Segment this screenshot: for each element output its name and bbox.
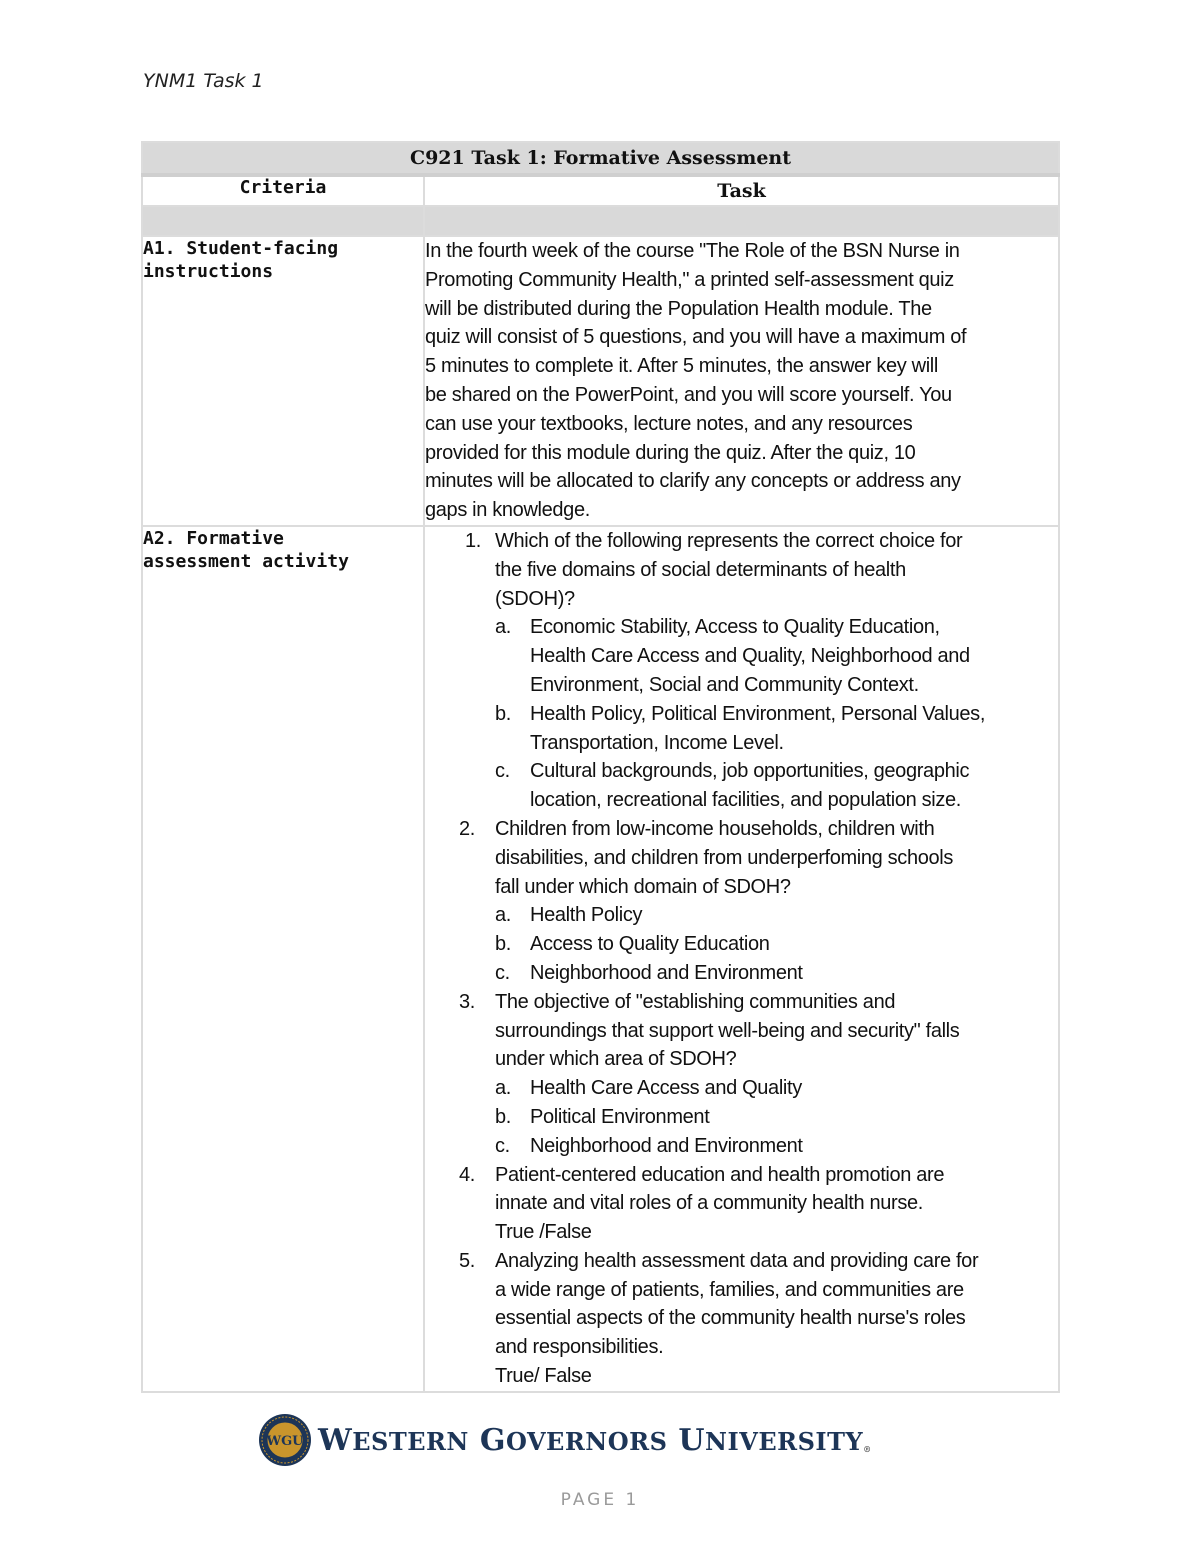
spacer-cell	[142, 206, 424, 236]
instruction-line: provided for this module during the quiz. After the quiz, 10	[425, 441, 916, 464]
table-row-a2	[142, 526, 1059, 1392]
option-text: Health Care Access and Quality	[530, 1077, 802, 1100]
trademark-symbol: ®	[863, 1443, 872, 1454]
wordmark-rest: ESTERN	[352, 1426, 469, 1456]
option-letter: a.	[495, 616, 511, 639]
option-text: Cultural backgrounds, job opportunities, geographic	[530, 760, 970, 783]
criteria-cell-a2	[142, 526, 424, 1392]
instruction-line: In the fourth week of the course "The Role of the BSN Nurse in	[425, 240, 960, 262]
option-text: Economic Stability, Access to Quality Education,	[530, 616, 940, 639]
column-header-task: Task	[424, 175, 1059, 206]
question-text: surroundings that support well-being and security" falls	[495, 1019, 960, 1042]
question-text: and responsibilities.	[495, 1336, 664, 1359]
option-text: Health Policy, Political Environment, Personal Values,	[530, 702, 986, 725]
instruction-line: quiz will consist of 5 questions, and you will have a maximum of	[425, 326, 967, 349]
question-text: the five domains of social determinants of health	[495, 558, 906, 581]
instruction-line: Promoting Community Health," a printed self-assessment quiz	[425, 268, 954, 291]
task-cell-a2	[424, 526, 1059, 1392]
option-text: Transportation, Income Level.	[530, 731, 784, 754]
table-title: C921 Task 1: Formative Assessment	[142, 142, 1059, 175]
column-header-criteria: Criteria	[142, 175, 424, 206]
question-2	[425, 815, 1058, 901]
question-text: innate and vital roles of a community health nurse.	[495, 1192, 923, 1215]
instruction-line: will be distributed during the Population Health module. The	[425, 297, 932, 320]
option-letter: c.	[495, 961, 510, 984]
option-letter: b.	[495, 702, 511, 725]
option-text: Political Environment	[530, 1105, 710, 1128]
option-2c	[425, 959, 1058, 988]
question-text: (SDOH)?	[495, 587, 575, 610]
task-cell-a1	[424, 236, 1059, 526]
question-1	[425, 527, 1058, 613]
true-false-answer: True /False	[495, 1221, 592, 1244]
question-text: Patient-centered education and health promotion are	[495, 1163, 945, 1186]
option-text: location, recreational facilities, and population size.	[530, 789, 962, 812]
question-text: Which of the following represents the correct choice for	[495, 529, 963, 552]
table-header-row	[142, 175, 1059, 206]
wordmark-initial: U	[678, 1422, 706, 1458]
option-1b	[425, 700, 1058, 758]
question-3	[425, 988, 1058, 1074]
wordmark-initial: G	[479, 1422, 506, 1458]
option-3b	[425, 1103, 1058, 1132]
question-text: Children from low-income households, children with	[495, 817, 935, 840]
criteria-label: assessment activity	[143, 550, 349, 572]
question-text: essential aspects of the community health nurse's roles	[495, 1307, 966, 1330]
option-2a	[425, 901, 1058, 930]
page-number: PAGE 1	[560, 1490, 640, 1510]
university-logo	[258, 1412, 872, 1468]
criteria-cell-a1	[142, 236, 424, 526]
question-text: a wide range of patients, families, and communities are	[495, 1278, 964, 1301]
instruction-line: minutes will be allocated to clarify any concepts or address any	[425, 470, 961, 493]
question-text: The objective of "establishing communities and	[495, 990, 896, 1013]
spacer-cell	[424, 206, 1059, 236]
instruction-line: gaps in knowledge.	[425, 499, 590, 522]
question-number: 5.	[459, 1249, 475, 1272]
option-letter: a.	[495, 904, 511, 927]
question-number: 4.	[459, 1163, 475, 1186]
question-text: fall under which domain of SDOH?	[495, 875, 791, 898]
table-title-row	[142, 142, 1059, 175]
option-2b	[425, 930, 1058, 959]
university-seal-icon	[258, 1413, 312, 1467]
criteria-label: instructions	[143, 261, 274, 282]
option-text: Health Policy	[530, 904, 643, 927]
question-5	[425, 1247, 1058, 1362]
question-number: 1.	[465, 529, 481, 552]
option-letter: a.	[495, 1077, 511, 1100]
wordmark-rest: NIVERSITY	[705, 1426, 864, 1456]
option-text: Environment, Social and Community Context.	[530, 673, 919, 696]
university-wordmark	[318, 1423, 872, 1458]
option-1a	[425, 613, 1058, 699]
criteria-label: A1. Student-facing	[143, 238, 339, 259]
option-text: Neighborhood and Environment	[530, 1134, 803, 1157]
table-spacer-row	[142, 206, 1059, 236]
option-1c	[425, 757, 1058, 815]
question-text: disabilities, and children from underperfoming schools	[495, 846, 954, 869]
question-text: under which area of SDOH?	[495, 1048, 737, 1071]
true-false-answer: True/ False	[495, 1365, 592, 1388]
option-letter: b.	[495, 933, 511, 956]
instruction-line: be shared on the PowerPoint, and you will score yourself. You	[425, 383, 952, 406]
option-3a	[425, 1074, 1058, 1103]
option-letter: c.	[495, 760, 510, 783]
option-letter: b.	[495, 1105, 511, 1128]
option-text: Health Care Access and Quality, Neighborhood and	[530, 645, 970, 668]
seal-text: WGU	[266, 1434, 304, 1449]
wordmark-initial: W	[318, 1422, 353, 1458]
table-row-a1	[142, 236, 1059, 526]
instruction-line: can use your textbooks, lecture notes, and any resources	[425, 412, 913, 435]
option-letter: c.	[495, 1134, 510, 1157]
question-number: 2.	[459, 817, 475, 840]
instruction-line: 5 minutes to complete it. After 5 minutes, the answer key will	[425, 355, 938, 378]
question-text: Analyzing health assessment data and providing care for	[495, 1249, 979, 1272]
option-text: Neighborhood and Environment	[530, 961, 803, 984]
option-3c	[425, 1132, 1058, 1161]
option-text: Access to Quality Education	[530, 933, 770, 956]
question-4	[425, 1161, 1058, 1219]
assessment-table	[141, 141, 1060, 1393]
running-header: YNM1 Task 1	[143, 70, 264, 92]
wordmark-rest: OVERNORS	[505, 1426, 668, 1456]
criteria-label: A2. Formative	[143, 527, 284, 549]
question-number: 3.	[459, 990, 475, 1013]
